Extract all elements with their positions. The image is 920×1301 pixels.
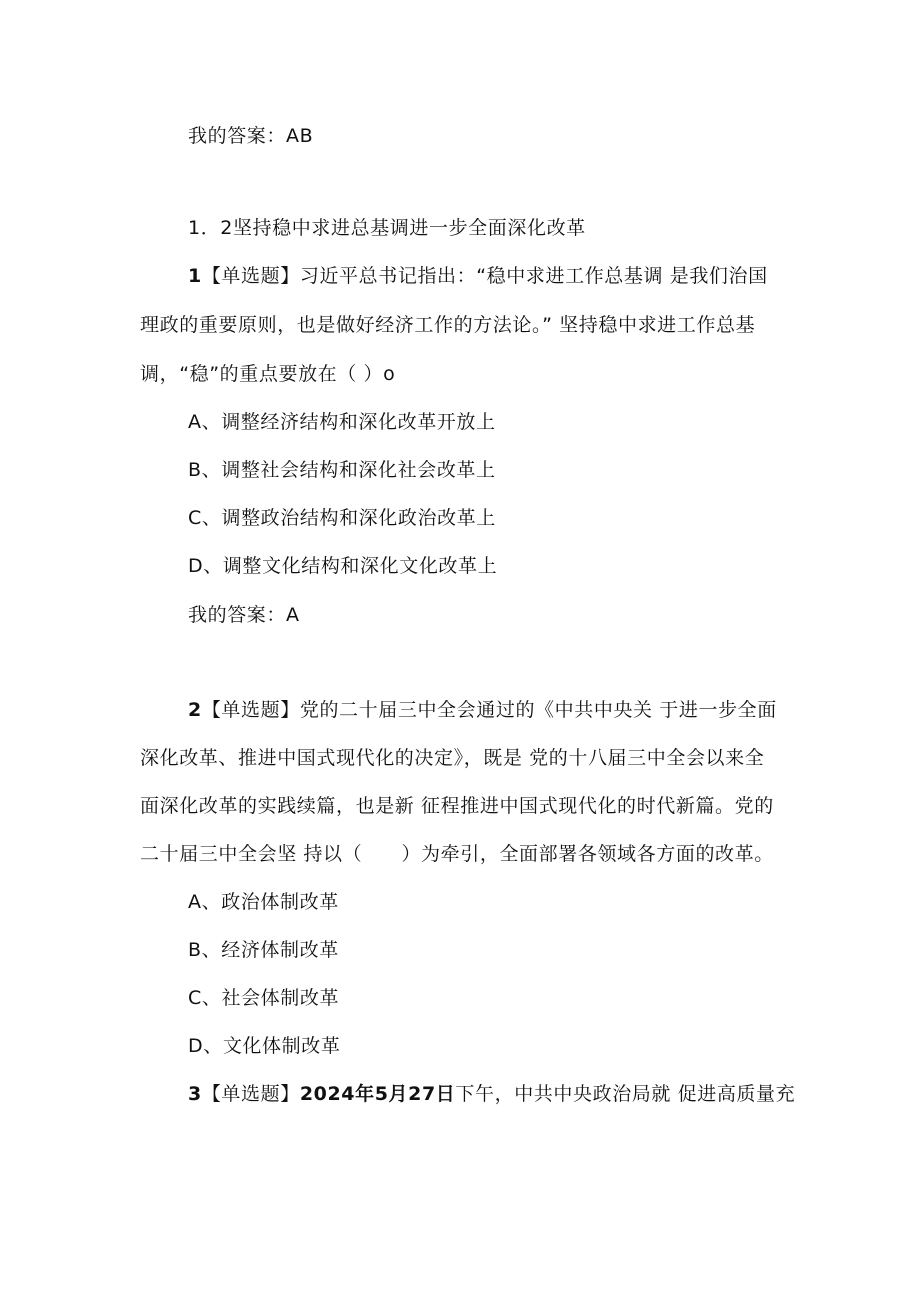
q2-number: 2 (188, 699, 202, 721)
q2-stem-line-1 (188, 698, 777, 722)
q1-stem-line-2: 理政的重要原则，也是做好经济工作的方法论。” 坚持稳中求进工作总基 (140, 314, 756, 336)
q3-stem-line-1 (188, 1082, 795, 1106)
previous-answer: 我的答案：AB (188, 125, 314, 147)
q2-type: 【单选题】 (201, 699, 300, 721)
q3-type: 【单选题】 (201, 1083, 300, 1105)
q2-stem-line-2: 深化改革、推进中国式现代化的决定》，既是 党的十八届三中全会以来全 (140, 747, 765, 769)
q1-stem-line-1 (188, 264, 768, 288)
q1-option-b: B、调整社会结构和深化社会改革上 (188, 459, 496, 481)
q3-number: 3 (188, 1083, 202, 1105)
q2-option-d: D、文化体制改革 (188, 1035, 341, 1057)
q2-option-b: B、经济体制改革 (188, 939, 339, 961)
q3-date: 2024年5月27日 (299, 1083, 456, 1105)
section-title: 1．2坚持稳中求进总基调进一步全面深化改革 (188, 217, 586, 239)
q2-stem-line-3: 面深化改革的实践续篇，也是新 征程推进中国式现代化的时代新篇。党的 (140, 795, 774, 817)
q2-stem-text-1: 党的二十届三中全会通过的《中共中央关 于进一步全面 (299, 699, 777, 721)
q1-type: 【单选题】 (201, 265, 300, 287)
q1-stem-line-3: 调，“稳”的重点要放在（ ）o (140, 363, 396, 385)
q2-option-a: A、政治体制改革 (188, 891, 339, 913)
q3-stem-text-1: 下午，中共中央政治局就 促进高质量充 (455, 1083, 796, 1105)
q1-answer: 我的答案：A (188, 604, 300, 626)
q1-option-c: C、调整政治结构和深化政治改革上 (188, 507, 496, 529)
q2-option-c: C、社会体制改革 (188, 987, 340, 1009)
q1-option-d: D、调整文化结构和深化文化改革上 (188, 555, 498, 577)
q1-stem-text-1: 习近平总书记指出：“稳中求进工作总基调 是我们治国 (299, 265, 768, 287)
q2-stem-line-4: 二十届三中全会坚 持以（ ）为牵引，全面部署各领域各方面的改革。 (140, 843, 774, 865)
q1-option-a: A、调整经济结构和深化改革开放上 (188, 411, 496, 433)
q1-number: 1 (188, 265, 202, 287)
